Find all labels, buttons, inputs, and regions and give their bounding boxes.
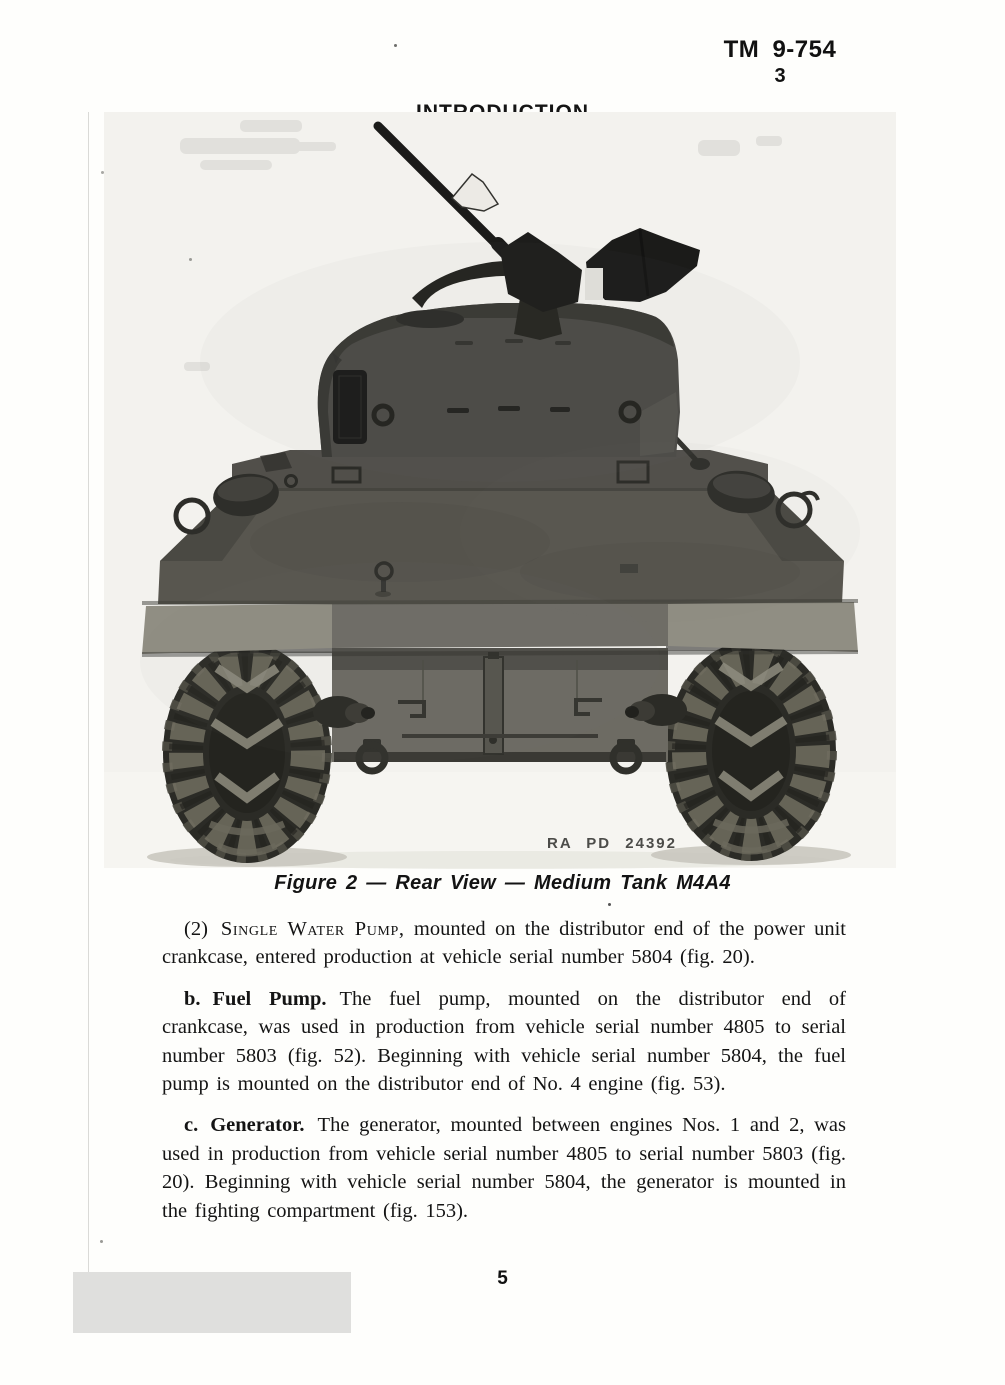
paragraph-lead: Single Water Pump,	[220, 918, 405, 940]
photo-credit: RA PD 24392	[547, 835, 677, 852]
paragraph-generator	[162, 1111, 846, 1225]
dust-speck	[394, 44, 397, 47]
dust-speck	[608, 903, 611, 906]
paragraph-fuel-pump	[162, 985, 846, 1099]
tank-rear-view-illustration	[100, 112, 900, 870]
header-page-ref: 3	[774, 65, 786, 87]
paragraph-number: (2)	[184, 918, 208, 940]
scan-artifact-line	[88, 112, 89, 1317]
dust-speck	[100, 1240, 103, 1243]
page-number: 5	[497, 1268, 508, 1289]
dust-speck	[189, 258, 192, 261]
manual-number: TM 9-754	[723, 36, 837, 63]
paragraph-lead: Fuel Pump.	[212, 987, 327, 1010]
paragraph-letter: b.	[184, 987, 201, 1010]
paragraph-body: The generator, mounted between engines Nos. 1 and 2, was used in production from vehicle serial number 4805 to serial number 5803 (fig. 20). Beginning with vehicle serial number 5804, the generator is mounted in the fighting compartment (fig. 153).	[162, 1114, 846, 1222]
paragraph-letter: c.	[184, 1114, 199, 1137]
body-text	[162, 915, 846, 1238]
dust-speck	[101, 171, 104, 174]
figure-caption: Figure 2 — Rear View — Medium Tank M4A4	[274, 872, 731, 894]
figure-photo	[100, 112, 900, 870]
paragraph-lead: Generator.	[210, 1114, 305, 1137]
paragraph-body: The fuel pump, mounted on the distributor end of crankcase, was used in production from vehicle serial number 4805 to serial number 5803 (fig. 52). Beginning with vehicle serial number 5804, the fuel pump is mounted on the distributor end of No. 4 engine (fig. 53).	[162, 987, 847, 1096]
paragraph-body: mounted on the distributor end of the power unit crankcase, entered production at vehicle serial number 5804 (fig. 20).	[162, 918, 847, 969]
scan-artifact-box	[73, 1272, 351, 1333]
paragraph-single-water-pump	[162, 915, 846, 972]
page-header	[700, 36, 860, 88]
